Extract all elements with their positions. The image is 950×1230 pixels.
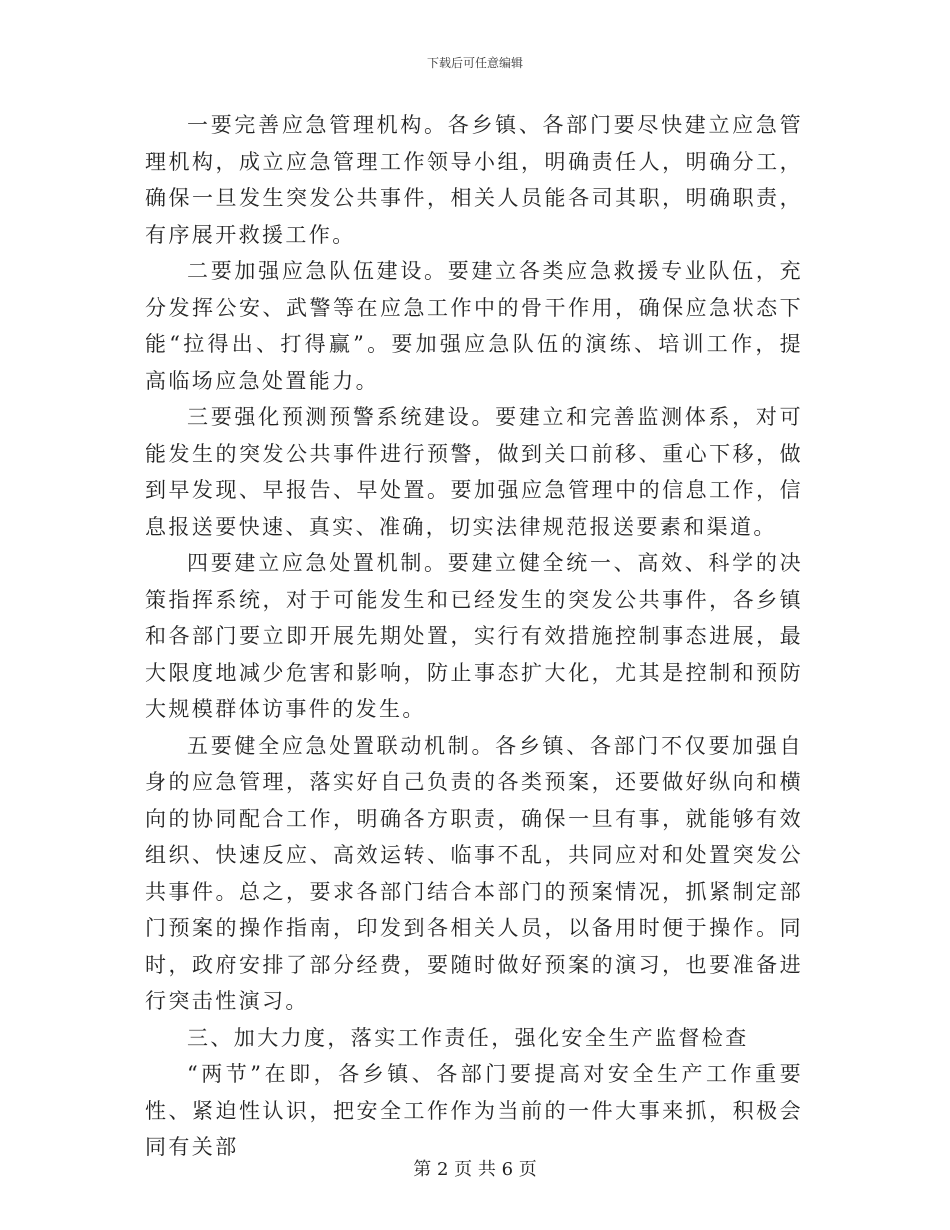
page-number: 第 2 页 共 6 页 (413, 1159, 537, 1180)
paragraph-3: 三要强化预测预警系统建设。要建立和完善监测体系，对可能发生的突发公共事件进行预警，做到关口前移、重心下移，做到早发现、早报告、早处置。要加强应急管理中的信息工作，信息报送要快速、真实、准确，切实法律规范报送要素和渠道。 (145, 405, 803, 539)
document-body (145, 107, 803, 1166)
paragraph-1: 一要完善应急管理机构。各乡镇、各部门要尽快建立应急管理机构，成立应急管理工作领导小组，明确责任人，明确分工，确保一旦发生突发公共事件，相关人员能各司其职，明确职责，有序展开救援工作。 (145, 113, 803, 247)
page-header: 下载后可任意编辑 (426, 56, 523, 70)
paragraph-2: 二要加强应急队伍建设。要建立各类应急救援专业队伍，充分发挥公安、武警等在应急工作中的骨干作用，确保应急状态下能“拉得出、打得赢”。要加强应急队伍的演练、培训工作，提高临场应急处置能力。 (145, 259, 803, 393)
paragraph-5: 五要健全应急处置联动机制。各乡镇、各部门不仅要加强自身的应急管理，落实好自己负责的各类预案，还要做好纵向和横向的协同配合工作，明确各方职责，确保一旦有事，就能够有效组织、快速反应、高效运转、临事不乱，共同应对和处置突发公共事件。总之，要求各部门结合本部门的预案情况，抓紧制定部门预案的操作指南，印发到各相关人员，以备用时便于操作。同时，政府安排了部分经费，要随时做好预案的演习，也要准备进行突击性演习。 (145, 733, 803, 1013)
paragraph-6: “两节”在即，各乡镇、各部门要提高对安全生产工作重要性、紧迫性认识，把安全工作作为当前的一件大事来抓，积极会同有关部 (145, 1062, 803, 1159)
paragraph-4: 四要建立应急处置机制。要建立健全统一、高效、科学的决策指挥系统，对于可能发生和已经发生的突发公共事件，各乡镇和各部门要立即开展先期处置，实行有效措施控制事态进展，最大限度地减少危害和影响，防止事态扩大化，尤其是控制和预防大规模群体访事件的发生。 (145, 551, 803, 721)
section-heading: 三、加大力度，落实工作责任，强化安全生产监督检查 (187, 1025, 749, 1050)
